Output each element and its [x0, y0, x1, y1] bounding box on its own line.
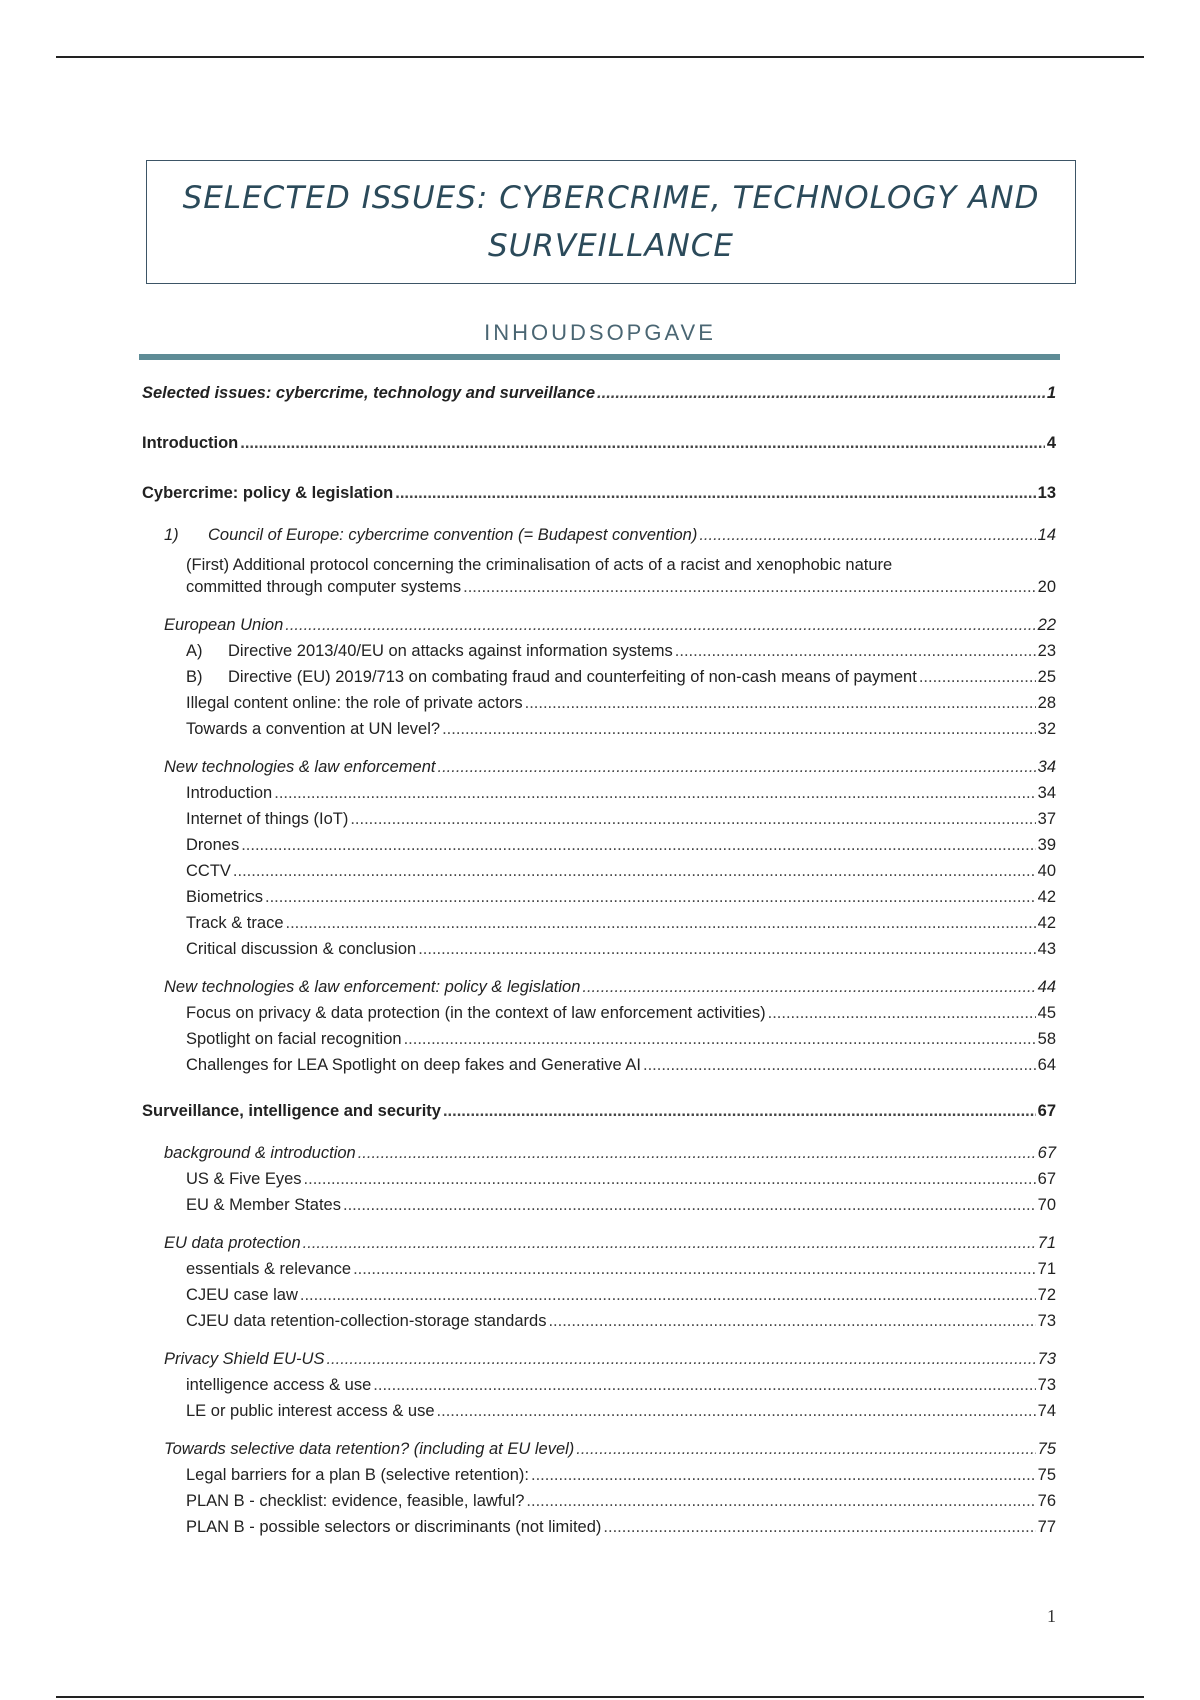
toc-entry[interactable]: B) Directive (EU) 2019/713 on combating fraud and counterfeiting of non-cash means of payment ..... 25	[142, 668, 1056, 694]
toc-entry[interactable]: Privacy Shield EU-US ..... 73	[142, 1350, 1056, 1376]
toc-entry[interactable]: Legal barriers for a plan B (selective retention): ..... 75	[142, 1466, 1056, 1492]
dot-leader	[241, 836, 1035, 855]
toc-entry[interactable]: New technologies & law enforcement ..... 34	[142, 758, 1056, 784]
dot-leader	[286, 914, 1036, 933]
toc-entry[interactable]: 1) Council of Europe: cybercrime convention (= Budapest convention) ..... 14	[142, 526, 1056, 552]
dot-leader	[443, 1102, 1036, 1121]
toc-entry[interactable]: US & Five Eyes ..... 67	[142, 1170, 1056, 1196]
toc-group	[142, 1144, 1056, 1222]
toc-group	[142, 1234, 1056, 1338]
toc-entry[interactable]: Biometrics ..... 42	[142, 888, 1056, 914]
toc-entry[interactable]: PLAN B - possible selectors or discriminants (not limited) ..... 77	[142, 1518, 1056, 1544]
dot-leader	[350, 810, 1035, 829]
toc-entry[interactable]: EU data protection ..... 71	[142, 1234, 1056, 1260]
dot-leader	[463, 578, 1036, 597]
toc-entry[interactable]: Internet of things (IoT) ..... 37	[142, 810, 1056, 836]
dot-leader	[303, 1234, 1036, 1253]
toc-entry[interactable]: Introduction ..... 4	[142, 434, 1056, 464]
toc-group	[142, 526, 1056, 604]
toc-entry[interactable]: Towards selective data retention? (including at EU level) ..... 75	[142, 1440, 1056, 1466]
toc-heading-underline	[139, 354, 1060, 360]
toc-entry[interactable]: Drones ..... 39	[142, 836, 1056, 862]
toc-group	[142, 758, 1056, 966]
dot-leader	[304, 1170, 1036, 1189]
dot-leader	[395, 484, 1035, 503]
dot-leader	[603, 1518, 1035, 1537]
toc-entry[interactable]: CJEU case law ..... 72	[142, 1286, 1056, 1312]
dot-leader	[548, 1312, 1035, 1331]
toc-entry[interactable]: Cybercrime: policy & legislation ..... 13	[142, 484, 1056, 514]
page-top-rule	[56, 56, 1144, 58]
toc-entry[interactable]: essentials & relevance ..... 71	[142, 1260, 1056, 1286]
toc-entry[interactable]: background & introduction ..... 67	[142, 1144, 1056, 1170]
title-box	[146, 160, 1076, 284]
document-title: SELECTED ISSUES: CYBERCRIME, TECHNOLOGY AND SURVEILLANCE	[182, 180, 1040, 264]
dot-leader	[233, 862, 1036, 881]
dot-leader	[768, 1004, 1036, 1023]
toc-group	[142, 384, 1056, 414]
dot-leader	[643, 1056, 1036, 1075]
dot-leader	[699, 526, 1035, 545]
toc-entry[interactable]: CJEU data retention-collection-storage standards ..... 73	[142, 1312, 1056, 1338]
dot-leader	[418, 940, 1035, 959]
toc-heading: INHOUDSOPGAVE	[484, 320, 716, 345]
dot-leader	[358, 1144, 1036, 1163]
toc-entry[interactable]: PLAN B - checklist: evidence, feasible, lawful? ..... 76	[142, 1492, 1056, 1518]
toc-entry[interactable]: Spotlight on facial recognition ..... 58	[142, 1030, 1056, 1056]
dot-leader	[240, 434, 1045, 453]
toc-entry[interactable]: intelligence access & use ..... 73	[142, 1376, 1056, 1402]
dot-leader	[265, 888, 1036, 907]
dot-leader	[404, 1030, 1036, 1049]
toc-entry[interactable]: Challenges for LEA Spotlight on deep fakes and Generative AI ..... 64	[142, 1056, 1056, 1082]
toc-group	[142, 616, 1056, 746]
dot-leader	[326, 1350, 1035, 1369]
toc-entry[interactable]: A) Directive 2013/40/EU on attacks against information systems ..... 23	[142, 642, 1056, 668]
toc-entry[interactable]: Selected issues: cybercrime, technology and surveillance ..... 1	[142, 384, 1056, 414]
dot-leader	[285, 616, 1035, 635]
table-of-contents	[142, 384, 1056, 1556]
dot-leader	[437, 758, 1035, 777]
dot-leader	[526, 1492, 1035, 1511]
toc-group	[142, 484, 1056, 514]
toc-entry[interactable]: European Union ..... 22	[142, 616, 1056, 642]
dot-leader	[582, 978, 1035, 997]
toc-entry[interactable]: LE or public interest access & use ..... 74	[142, 1402, 1056, 1428]
dot-leader	[343, 1196, 1036, 1215]
toc-entry-line[interactable]: (First) Additional protocol concerning the criminalisation of acts of a racist and xenophobic nature	[186, 556, 893, 574]
dot-leader	[437, 1402, 1036, 1421]
dot-leader	[597, 384, 1045, 403]
toc-group	[142, 434, 1056, 464]
dot-leader	[442, 720, 1036, 739]
dot-leader	[919, 668, 1036, 687]
page-number: 1	[1047, 1606, 1056, 1626]
dot-leader	[373, 1376, 1035, 1395]
dot-leader	[353, 1260, 1036, 1279]
dot-leader	[531, 1466, 1036, 1485]
toc-entry[interactable]: Introduction ..... 34	[142, 784, 1056, 810]
toc-entry[interactable]: Illegal content online: the role of private actors ..... 28	[142, 694, 1056, 720]
toc-group	[142, 1102, 1056, 1132]
dot-leader	[675, 642, 1036, 661]
dot-leader	[576, 1440, 1035, 1459]
dot-leader	[525, 694, 1036, 713]
toc-entry[interactable]: Focus on privacy & data protection (in the context of law enforcement activities) ..... 45	[142, 1004, 1056, 1030]
toc-entry[interactable]: Surveillance, intelligence and security ..... 67	[142, 1102, 1056, 1132]
toc-entry[interactable]: EU & Member States ..... 70	[142, 1196, 1056, 1222]
dot-leader	[300, 1286, 1036, 1305]
toc-entry[interactable]: Towards a convention at UN level? ..... 32	[142, 720, 1056, 746]
toc-entry[interactable]: committed through computer systems ..... 20	[142, 578, 1056, 604]
toc-group	[142, 1350, 1056, 1428]
toc-entry[interactable]: New technologies & law enforcement: policy & legislation ..... 44	[142, 978, 1056, 1004]
toc-entry[interactable]: CCTV ..... 40	[142, 862, 1056, 888]
toc-group	[142, 1440, 1056, 1544]
toc-group	[142, 978, 1056, 1082]
page-bottom-rule	[56, 1696, 1144, 1698]
toc-entry[interactable]: Critical discussion & conclusion ..... 43	[142, 940, 1056, 966]
toc-entry[interactable]: Track & trace ..... 42	[142, 914, 1056, 940]
dot-leader	[274, 784, 1035, 803]
